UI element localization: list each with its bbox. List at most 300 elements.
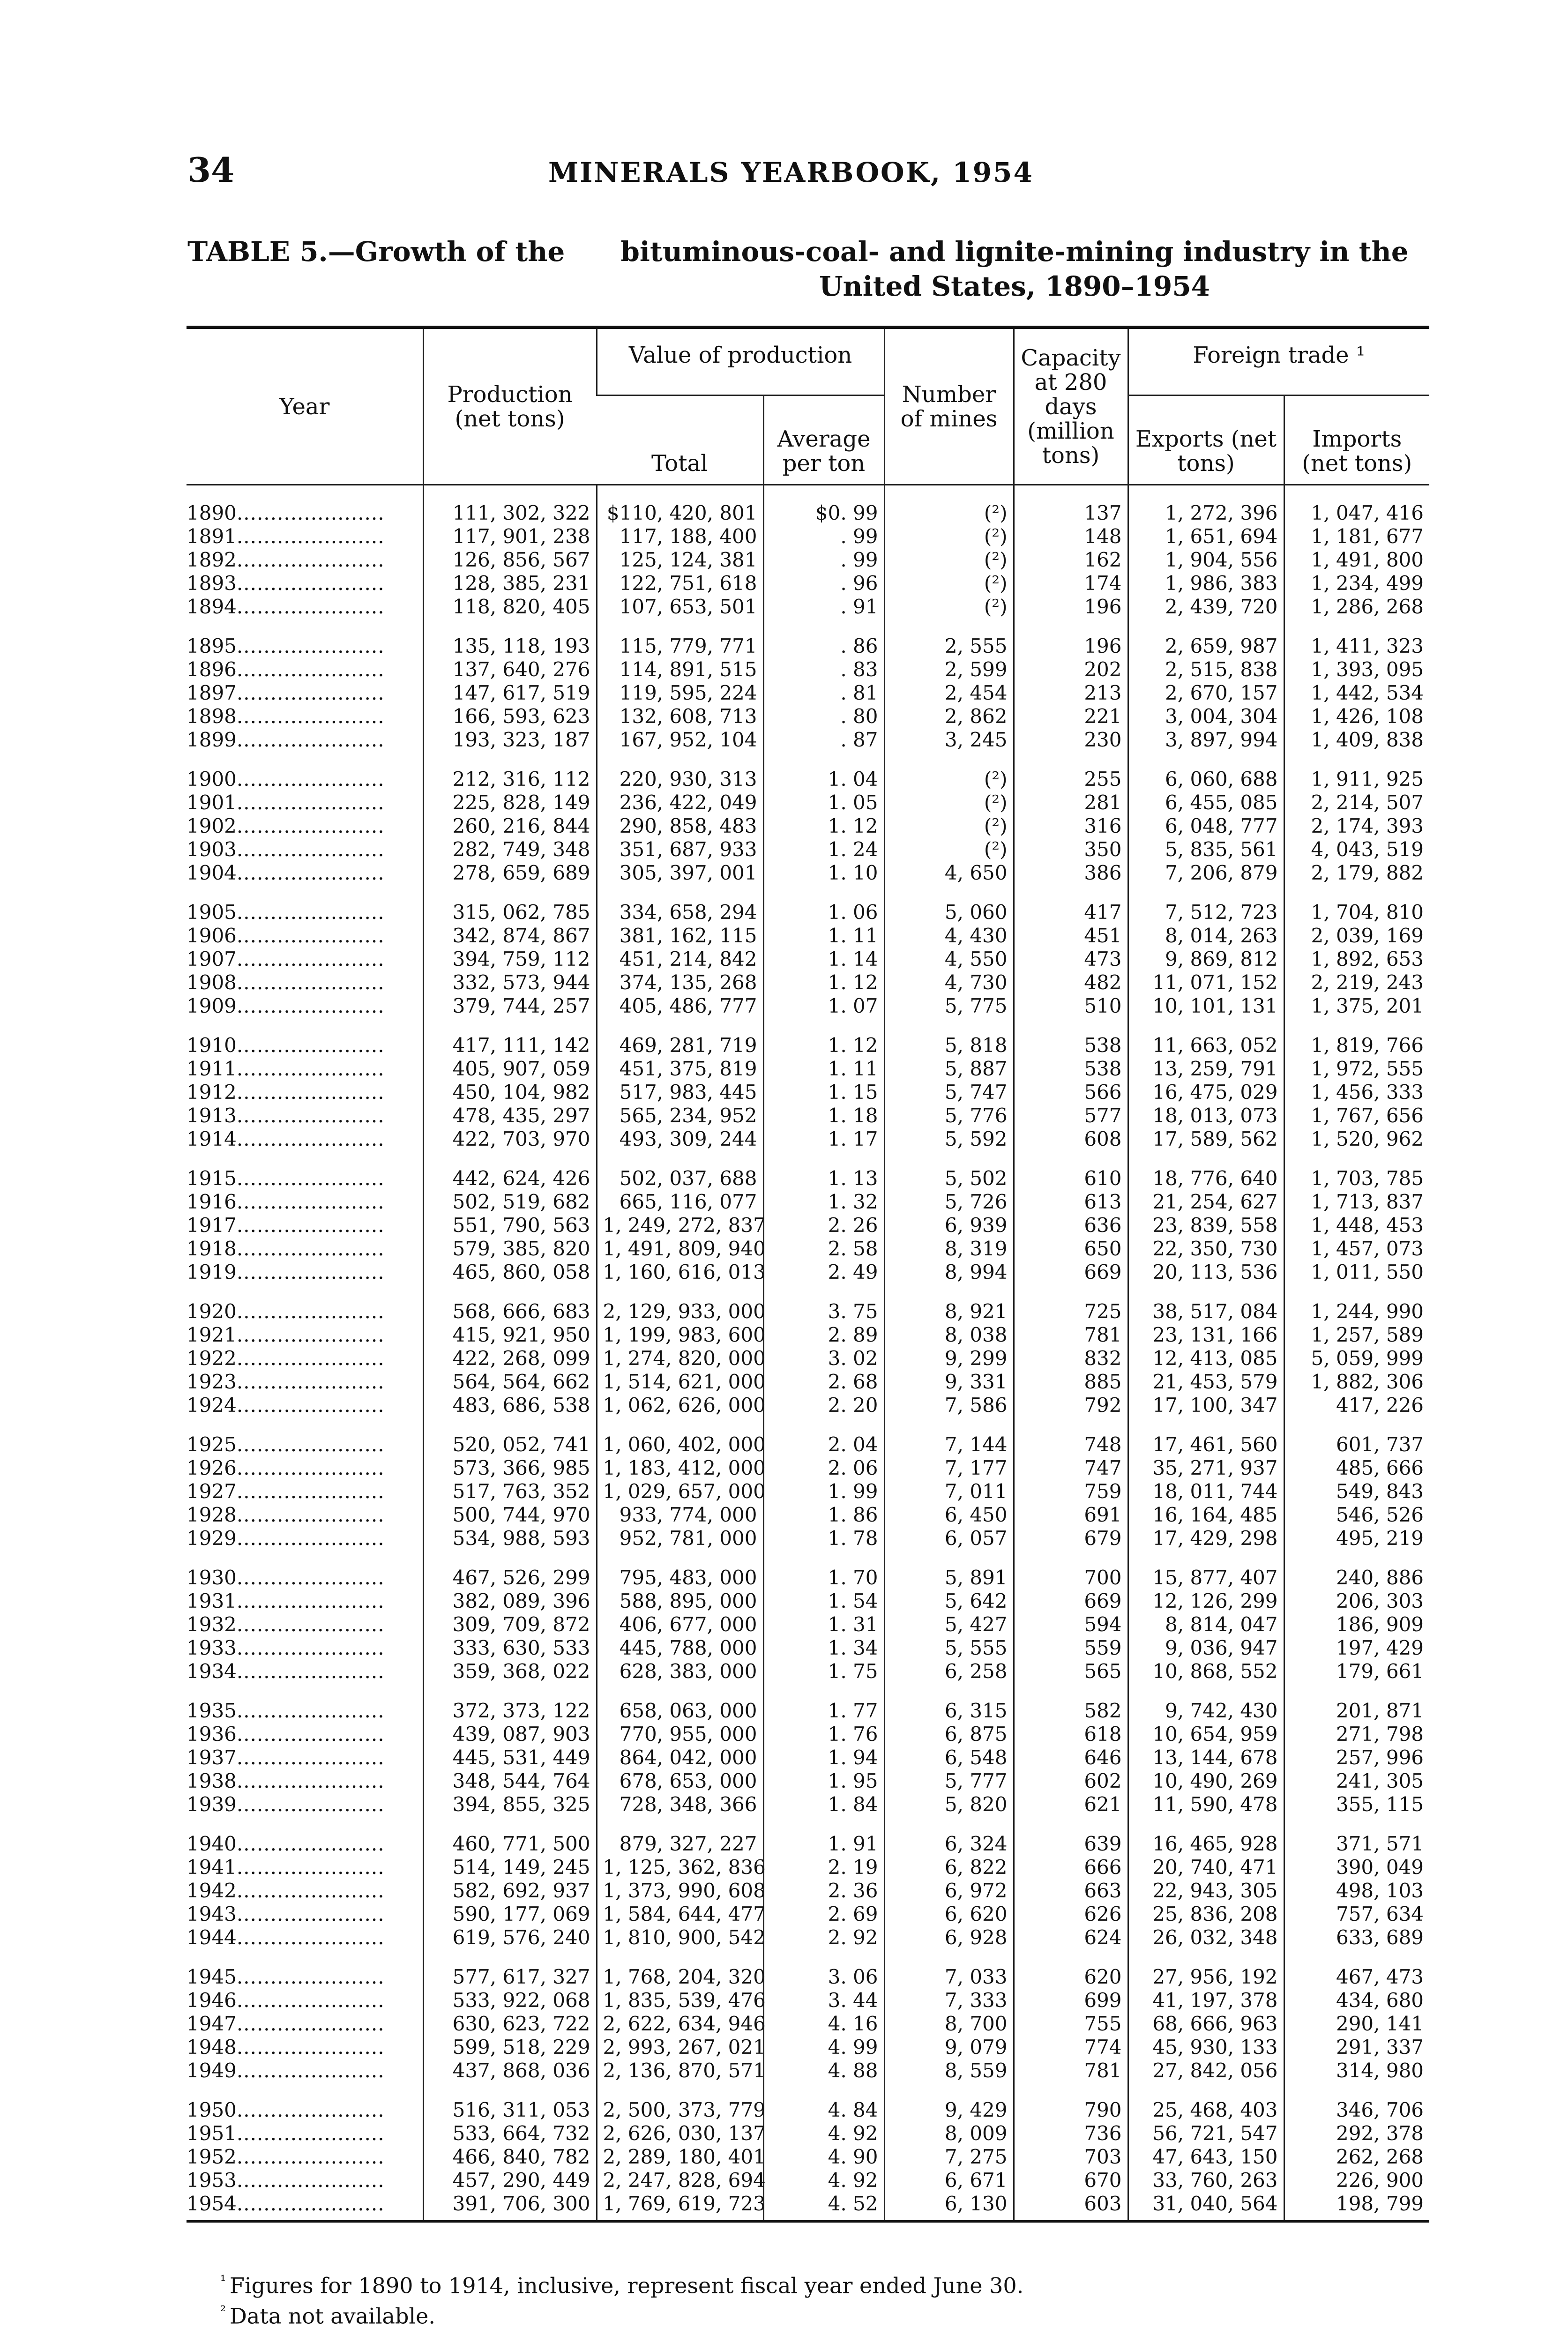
dot-leader: ......................	[236, 1636, 385, 1659]
cell-mines: 8, 009	[884, 2122, 1014, 2145]
cell-total-value: 1, 029, 657, 000	[597, 1480, 763, 1503]
cell-imports: 1, 882, 306	[1284, 1370, 1429, 1394]
cell-mines: 8, 994	[884, 1261, 1014, 1284]
cell-total-value: 658, 063, 000	[597, 1699, 763, 1723]
cell-average-value: . 86	[763, 634, 884, 658]
cell-capacity: 832	[1014, 1347, 1128, 1370]
cell-capacity: 538	[1014, 1057, 1128, 1081]
cell-average-value: 1. 07	[763, 994, 884, 1018]
cell-production: 442, 624, 426	[423, 1167, 597, 1190]
dot-leader: ......................	[236, 1104, 385, 1127]
cell-average-value: 1. 17	[763, 1127, 884, 1151]
cell-total-value: 2, 993, 267, 021	[597, 2036, 763, 2059]
cell-average-value: 2. 49	[763, 1261, 884, 1284]
cell-year: 1932......................	[187, 1613, 385, 1636]
dot-leader: ......................	[236, 2012, 385, 2035]
cell-mines: 7, 144	[884, 1433, 1014, 1456]
cell-year: 1920......................	[187, 1300, 385, 1323]
cell-total-value: 1, 249, 272, 837	[597, 1214, 763, 1237]
cell-production: 465, 860, 058	[423, 1261, 597, 1284]
cell-mines: (²)	[884, 768, 1014, 791]
cell-total-value: 351, 687, 933	[597, 838, 763, 861]
cell-year: 1941......................	[187, 1856, 385, 1879]
cell-capacity: 281	[1014, 791, 1128, 814]
dot-leader: ......................	[236, 2122, 385, 2145]
cell-year: 1892......................	[187, 548, 385, 571]
cell-exports: 16, 164, 485	[1128, 1503, 1284, 1527]
cell-average-value: 3. 02	[763, 1347, 884, 1370]
group-spacer	[187, 1683, 1429, 1699]
cell-production: 394, 759, 112	[423, 948, 597, 971]
cell-production: 348, 544, 764	[423, 1769, 597, 1793]
cell-total-value: 381, 162, 115	[597, 924, 763, 948]
cell-production: 533, 664, 732	[423, 2122, 597, 2145]
cell-mines: 6, 822	[884, 1856, 1014, 1879]
table-row	[187, 1323, 1429, 1347]
cell-imports: 1, 234, 499	[1284, 572, 1429, 595]
cell-average-value: 1. 05	[763, 791, 884, 814]
cell-average-value: 4. 90	[763, 2145, 884, 2169]
cell-year: 1935......................	[187, 1699, 385, 1722]
cell-imports: 1, 286, 268	[1284, 595, 1429, 619]
cell-imports: 1, 411, 323	[1284, 634, 1429, 658]
table-row	[187, 838, 1429, 861]
cell-production: 382, 089, 396	[423, 1589, 597, 1613]
cell-production: 282, 749, 348	[423, 838, 597, 861]
cell-capacity: 482	[1014, 971, 1128, 994]
dot-leader: ......................	[236, 1480, 385, 1503]
cell-mines: 6, 057	[884, 1527, 1014, 1550]
cell-capacity: 747	[1014, 1456, 1128, 1480]
cell-exports: 68, 666, 963	[1128, 2012, 1284, 2036]
cell-exports: 10, 868, 552	[1128, 1660, 1284, 1683]
table-bottom-rule	[187, 2222, 1429, 2223]
cell-year: 1923......................	[187, 1370, 385, 1393]
cell-exports: 15, 877, 407	[1128, 1566, 1284, 1589]
cell-imports: 314, 980	[1284, 2059, 1429, 2082]
col-header-year: Year	[279, 393, 330, 420]
cell-production: 466, 840, 782	[423, 2145, 597, 2169]
cell-average-value: 2. 89	[763, 1323, 884, 1347]
cell-capacity: 577	[1014, 1104, 1128, 1127]
dot-leader: ......................	[236, 1370, 385, 1393]
cell-mines: (²)	[884, 572, 1014, 595]
page-number: 34	[187, 150, 235, 190]
cell-production: 460, 771, 500	[423, 1832, 597, 1856]
dot-leader: ......................	[236, 595, 385, 618]
dot-leader: ......................	[236, 1793, 385, 1816]
cell-total-value: 2, 136, 870, 571	[597, 2059, 763, 2082]
table-row	[187, 1879, 1429, 1903]
dot-leader: ......................	[236, 1347, 385, 1370]
table-row	[187, 768, 1429, 791]
cell-imports: 1, 426, 108	[1284, 705, 1429, 728]
cell-imports: 201, 871	[1284, 1699, 1429, 1723]
cell-capacity: 566	[1014, 1081, 1128, 1104]
cell-production: 619, 576, 240	[423, 1926, 597, 1949]
cell-exports: 56, 721, 547	[1128, 2122, 1284, 2145]
cell-exports: 11, 071, 152	[1128, 971, 1284, 994]
cell-production: 166, 593, 623	[423, 705, 597, 728]
table-row	[187, 1832, 1429, 1856]
cell-mines: 4, 430	[884, 924, 1014, 948]
cell-capacity: 792	[1014, 1394, 1128, 1417]
cell-total-value: 167, 952, 104	[597, 728, 763, 752]
cell-capacity: 621	[1014, 1793, 1128, 1816]
cell-year: 1929......................	[187, 1527, 385, 1550]
table-row	[187, 1613, 1429, 1636]
cell-total-value: 795, 483, 000	[597, 1566, 763, 1589]
cell-capacity: 613	[1014, 1190, 1128, 1214]
dot-leader: ......................	[236, 634, 385, 657]
cell-total-value: 1, 183, 412, 000	[597, 1456, 763, 1480]
table-row	[187, 1104, 1429, 1127]
table-row	[187, 971, 1429, 994]
cell-year: 1903......................	[187, 838, 385, 861]
cell-imports: 179, 661	[1284, 1660, 1429, 1683]
running-head: MINERALS YEARBOOK, 1954	[548, 157, 1034, 188]
table-row	[187, 1723, 1429, 1746]
cell-mines: 5, 777	[884, 1769, 1014, 1793]
cell-mines: 6, 315	[884, 1699, 1014, 1723]
cell-exports: 47, 643, 150	[1128, 2145, 1284, 2169]
cell-imports: 2, 174, 393	[1284, 814, 1429, 838]
cell-average-value: . 81	[763, 681, 884, 705]
group-spacer	[187, 1018, 1429, 1034]
cell-total-value: 132, 608, 713	[597, 705, 763, 728]
dot-leader: ......................	[236, 2098, 385, 2121]
cell-total-value: 1, 060, 402, 000	[597, 1433, 763, 1456]
cell-mines: 5, 427	[884, 1613, 1014, 1636]
table-row	[187, 1456, 1429, 1480]
cell-capacity: 608	[1014, 1127, 1128, 1151]
cell-exports: 2, 439, 720	[1128, 595, 1284, 619]
cell-mines: 8, 700	[884, 2012, 1014, 2036]
cell-exports: 25, 836, 208	[1128, 1903, 1284, 1926]
cell-capacity: 691	[1014, 1503, 1128, 1527]
cell-capacity: 594	[1014, 1613, 1128, 1636]
cell-production: 551, 790, 563	[423, 1214, 597, 1237]
cell-production: 417, 111, 142	[423, 1034, 597, 1057]
cell-imports: 1, 244, 990	[1284, 1300, 1429, 1323]
cell-imports: 257, 996	[1284, 1746, 1429, 1769]
cell-average-value: 2. 06	[763, 1456, 884, 1480]
dot-leader: ......................	[236, 2192, 385, 2215]
cell-imports: 434, 680	[1284, 1989, 1429, 2012]
footnote-mark: ¹	[220, 2273, 226, 2289]
cell-total-value: 1, 768, 204, 320	[597, 1965, 763, 1989]
cell-production: 135, 118, 193	[423, 634, 597, 658]
cell-production: 111, 302, 322	[423, 485, 597, 525]
coal-industry-table	[187, 326, 1429, 2223]
cell-capacity: 624	[1014, 1926, 1128, 1949]
dot-leader: ......................	[236, 681, 385, 704]
cell-average-value: . 96	[763, 572, 884, 595]
cell-exports: 9, 036, 947	[1128, 1636, 1284, 1660]
cell-capacity: 350	[1014, 838, 1128, 861]
cell-mines: 6, 939	[884, 1214, 1014, 1237]
cell-production: 333, 630, 533	[423, 1636, 597, 1660]
cell-mines: 4, 550	[884, 948, 1014, 971]
cell-production: 582, 692, 937	[423, 1879, 597, 1903]
cell-production: 372, 373, 122	[423, 1699, 597, 1723]
table-row	[187, 681, 1429, 705]
cell-exports: 2, 515, 838	[1128, 658, 1284, 681]
cell-total-value: 770, 955, 000	[597, 1723, 763, 1746]
col-header-average: Average per ton	[763, 395, 884, 485]
cell-mines: 6, 548	[884, 1746, 1014, 1769]
cell-average-value: 4. 92	[763, 2169, 884, 2192]
table-row	[187, 1527, 1429, 1550]
cell-production: 415, 921, 950	[423, 1323, 597, 1347]
group-spacer	[187, 1151, 1429, 1167]
cell-total-value: 1, 514, 621, 000	[597, 1370, 763, 1394]
cell-average-value: 2. 19	[763, 1856, 884, 1879]
cell-total-value: 2, 622, 634, 946	[597, 2012, 763, 2036]
cell-capacity: 230	[1014, 728, 1128, 752]
cell-mines: (²)	[884, 595, 1014, 619]
cell-mines: 5, 820	[884, 1793, 1014, 1816]
cell-capacity: 669	[1014, 1589, 1128, 1613]
cell-mines: (²)	[884, 814, 1014, 838]
dot-leader: ......................	[236, 948, 385, 970]
cell-capacity: 666	[1014, 1856, 1128, 1879]
dot-leader: ......................	[236, 728, 385, 751]
cell-imports: 197, 429	[1284, 1636, 1429, 1660]
table-row	[187, 1347, 1429, 1370]
dot-leader: ......................	[236, 971, 385, 994]
cell-mines: 5, 726	[884, 1190, 1014, 1214]
cell-total-value: 1, 810, 900, 542	[597, 1926, 763, 1949]
cell-production: 422, 268, 099	[423, 1347, 597, 1370]
cell-imports: 1, 911, 925	[1284, 768, 1429, 791]
cell-mines: 6, 620	[884, 1903, 1014, 1926]
cell-production: 260, 216, 844	[423, 814, 597, 838]
cell-production: 126, 856, 567	[423, 548, 597, 572]
cell-total-value: 451, 375, 819	[597, 1057, 763, 1081]
cell-exports: 1, 651, 694	[1128, 525, 1284, 548]
cell-exports: 6, 048, 777	[1128, 814, 1284, 838]
col-header-exports: Exports (net tons)	[1128, 395, 1284, 485]
cell-exports: 21, 453, 579	[1128, 1370, 1284, 1394]
cell-average-value: 1. 18	[763, 1104, 884, 1127]
cell-production: 315, 062, 785	[423, 901, 597, 924]
dot-leader: ......................	[236, 1527, 385, 1550]
table-row	[187, 2036, 1429, 2059]
cell-year: 1952......................	[187, 2145, 385, 2168]
cell-average-value: 1. 15	[763, 1081, 884, 1104]
cell-capacity: 885	[1014, 1370, 1128, 1394]
cell-year: 1946......................	[187, 1989, 385, 2012]
dot-leader: ......................	[236, 1769, 385, 1792]
table-row	[187, 1566, 1429, 1589]
cell-production: 359, 368, 022	[423, 1660, 597, 1683]
cell-production: 137, 640, 276	[423, 658, 597, 681]
dot-leader: ......................	[236, 768, 385, 791]
cell-imports: 546, 526	[1284, 1503, 1429, 1527]
cell-exports: 7, 512, 723	[1128, 901, 1284, 924]
table-title: bituminous-coal- and lignite-mining industry in the United States, 1890–1954	[620, 236, 1409, 302]
cell-year: 1928......................	[187, 1503, 385, 1526]
cell-total-value: 334, 658, 294	[597, 901, 763, 924]
dot-leader: ......................	[236, 1879, 385, 1902]
cell-production: 533, 922, 068	[423, 1989, 597, 2012]
cell-production: 478, 435, 297	[423, 1104, 597, 1127]
cell-exports: 10, 101, 131	[1128, 994, 1284, 1018]
table-row	[187, 1989, 1429, 2012]
dot-leader: ......................	[236, 1589, 385, 1612]
cell-year: 1896......................	[187, 658, 385, 681]
cell-year: 1922......................	[187, 1347, 385, 1370]
cell-exports: 18, 013, 073	[1128, 1104, 1284, 1127]
cell-production: 437, 868, 036	[423, 2059, 597, 2082]
table-row	[187, 814, 1429, 838]
cell-production: 502, 519, 682	[423, 1190, 597, 1214]
cell-average-value: 2. 36	[763, 1879, 884, 1903]
cell-imports: 601, 737	[1284, 1433, 1429, 1456]
cell-imports: 2, 039, 169	[1284, 924, 1429, 948]
cell-production: 379, 744, 257	[423, 994, 597, 1018]
cell-year: 1945......................	[187, 1965, 385, 1988]
cell-capacity: 679	[1014, 1527, 1128, 1550]
dot-leader: ......................	[236, 1746, 385, 1769]
cell-mines: 5, 642	[884, 1589, 1014, 1613]
cell-capacity: 790	[1014, 2098, 1128, 2122]
footnote-text: Figures for 1890 to 1914, inclusive, represent fiscal year ended June 30.	[230, 2273, 1024, 2298]
dot-leader: ......................	[236, 1081, 385, 1104]
table-row	[187, 948, 1429, 971]
cell-mines: 7, 586	[884, 1394, 1014, 1417]
table-row	[187, 1903, 1429, 1926]
cell-exports: 16, 465, 928	[1128, 1832, 1284, 1856]
cell-exports: 8, 014, 263	[1128, 924, 1284, 948]
cell-year: 1916......................	[187, 1190, 385, 1213]
cell-average-value: 1. 76	[763, 1723, 884, 1746]
cell-capacity: 221	[1014, 705, 1128, 728]
cell-exports: 2, 670, 157	[1128, 681, 1284, 705]
dot-leader: ......................	[236, 838, 385, 861]
cell-exports: 33, 760, 263	[1128, 2169, 1284, 2192]
table-row	[187, 1699, 1429, 1723]
footnote	[220, 2268, 1392, 2298]
cell-total-value: 122, 751, 618	[597, 572, 763, 595]
cell-total-value: 1, 062, 626, 000	[597, 1394, 763, 1417]
cell-average-value: 1. 34	[763, 1636, 884, 1660]
dot-leader: ......................	[236, 791, 385, 814]
cell-mines: 8, 559	[884, 2059, 1014, 2082]
cell-total-value: 879, 327, 227	[597, 1832, 763, 1856]
cell-imports: 1, 892, 653	[1284, 948, 1429, 971]
table-header	[187, 328, 1429, 485]
table-label: TABLE 5.—Growth of the	[187, 236, 565, 268]
cell-year: 1940......................	[187, 1832, 385, 1855]
cell-mines: (²)	[884, 485, 1014, 525]
cell-exports: 16, 475, 029	[1128, 1081, 1284, 1104]
cell-production: 457, 290, 449	[423, 2169, 597, 2192]
cell-average-value: 1. 10	[763, 861, 884, 885]
cell-capacity: 618	[1014, 1723, 1128, 1746]
cell-average-value: 3. 06	[763, 1965, 884, 1989]
cell-exports: 22, 943, 305	[1128, 1879, 1284, 1903]
dot-leader: ......................	[236, 572, 385, 595]
cell-total-value: 119, 595, 224	[597, 681, 763, 705]
cell-total-value: 493, 309, 244	[597, 1127, 763, 1151]
cell-imports: 498, 103	[1284, 1879, 1429, 1903]
table-row	[187, 901, 1429, 924]
dot-leader: ......................	[236, 658, 385, 681]
cell-year: 1915......................	[187, 1167, 385, 1190]
footnote	[220, 2298, 1392, 2329]
cell-total-value: 2, 247, 828, 694	[597, 2169, 763, 2192]
cell-year: 1948......................	[187, 2036, 385, 2059]
cell-production: 599, 518, 229	[423, 2036, 597, 2059]
cell-imports: 198, 799	[1284, 2192, 1429, 2222]
cell-mines: 9, 331	[884, 1370, 1014, 1394]
cell-total-value: 628, 383, 000	[597, 1660, 763, 1683]
dot-leader: ......................	[236, 1723, 385, 1746]
cell-capacity: 669	[1014, 1261, 1128, 1284]
cell-imports: 1, 456, 333	[1284, 1081, 1429, 1104]
cell-exports: 3, 897, 994	[1128, 728, 1284, 752]
dot-leader: ......................	[236, 1433, 385, 1456]
cell-imports: 485, 666	[1284, 1456, 1429, 1480]
col-header-production: Production (net tons)	[423, 328, 597, 485]
cell-average-value: 4. 16	[763, 2012, 884, 2036]
col-header-imports: Imports (net tons)	[1284, 395, 1429, 485]
dot-leader: ......................	[236, 2059, 385, 2082]
cell-mines: 6, 450	[884, 1503, 1014, 1527]
table-row	[187, 2122, 1429, 2145]
cell-mines: 6, 258	[884, 1660, 1014, 1683]
dot-leader: ......................	[236, 1699, 385, 1722]
cell-mines: 2, 599	[884, 658, 1014, 681]
cell-mines: 5, 060	[884, 901, 1014, 924]
cell-capacity: 650	[1014, 1237, 1128, 1261]
dot-leader: ......................	[236, 705, 385, 728]
cell-total-value: 728, 348, 366	[597, 1793, 763, 1816]
cell-total-value: 117, 188, 400	[597, 525, 763, 548]
cell-imports: 1, 704, 810	[1284, 901, 1429, 924]
cell-production: 117, 901, 238	[423, 525, 597, 548]
group-spacer	[187, 619, 1429, 634]
cell-year: 1898......................	[187, 705, 385, 728]
cell-imports: 417, 226	[1284, 1394, 1429, 1417]
cell-production: 564, 564, 662	[423, 1370, 597, 1394]
cell-capacity: 736	[1014, 2122, 1128, 2145]
cell-year: 1951......................	[187, 2122, 385, 2145]
cell-year: 1893......................	[187, 572, 385, 595]
dot-leader: ......................	[236, 1300, 385, 1323]
cell-average-value: 4. 88	[763, 2059, 884, 2082]
dot-leader: ......................	[236, 1190, 385, 1213]
cell-capacity: 538	[1014, 1034, 1128, 1057]
cell-exports: 1, 272, 396	[1128, 485, 1284, 525]
dot-leader: ......................	[236, 1903, 385, 1925]
cell-total-value: 2, 129, 933, 000	[597, 1300, 763, 1323]
dot-leader: ......................	[236, 2036, 385, 2059]
cell-capacity: 626	[1014, 1903, 1128, 1926]
dot-leader: ......................	[236, 1167, 385, 1190]
cell-total-value: 588, 895, 000	[597, 1589, 763, 1613]
cell-total-value: 678, 653, 000	[597, 1769, 763, 1793]
cell-imports: 1, 393, 095	[1284, 658, 1429, 681]
cell-average-value: 1. 86	[763, 1503, 884, 1527]
cell-year: 1949......................	[187, 2059, 385, 2082]
cell-average-value: 1. 91	[763, 1832, 884, 1856]
cell-year: 1891......................	[187, 525, 385, 548]
cell-production: 422, 703, 970	[423, 1127, 597, 1151]
cell-year: 1919......................	[187, 1261, 385, 1283]
